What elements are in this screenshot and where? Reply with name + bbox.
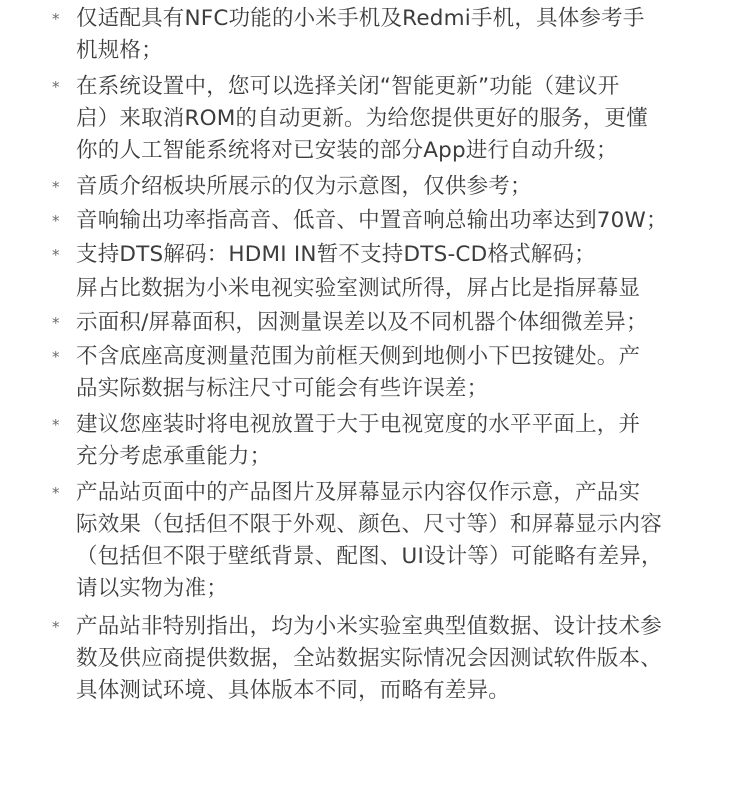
note-line: 示面积/屏幕面积，因测量误差以及不同机器个体细微差异； (76, 310, 648, 335)
note-line: 启）来取消ROM的自动更新。为给您提供更好的服务，更懂 (76, 106, 648, 131)
note-line: 不含底座高度测量范围为前框天侧到地侧小下巴按键处。产 (76, 344, 641, 369)
bullet-marker: * (52, 484, 60, 502)
note-line: 在系统设置中，您可以选择关闭“智能更新”功能（建议开 (76, 74, 620, 99)
note-line: 机规格； (76, 38, 163, 63)
note-line: 际效果（包括但不限于外观、颜色、尺寸等）和屏幕显示内容 (76, 512, 662, 537)
note-line: 充分考虑承重能力； (76, 444, 272, 469)
bullet-marker: * (52, 78, 60, 96)
note-line: 音响输出功率指高音、低音、中置音响总输出功率达到70W； (76, 208, 668, 233)
bullet-marker: * (52, 348, 60, 366)
note-line: 请以实物为准； (76, 576, 228, 601)
bullet-marker: * (52, 314, 60, 332)
note-line: 屏占比数据为小米电视实验室测试所得，屏占比是指屏幕显 (76, 276, 641, 301)
bullet-marker: * (52, 10, 60, 28)
note-line: （包括但不限于壁纸背景、配图、UI设计等）可能略有差异， (76, 544, 663, 569)
bullet-marker: * (52, 618, 60, 636)
note-line: 品实际数据与标注尺寸可能会有些许误差； (76, 376, 489, 401)
bullet-marker: * (52, 178, 60, 196)
note-line: 支持DTS解码：HDMI IN暂不支持DTS-CD格式解码； (76, 242, 596, 267)
bullet-marker: * (52, 416, 60, 434)
note-line: 产品站非特别指出，均为小米实验室典型值数据、设计技术参 (76, 614, 662, 639)
note-line: 音质介绍板块所展示的仅为示意图，仅供参考； (76, 174, 532, 199)
note-line: 仅适配具有NFC功能的小米手机及Redmi手机，具体参考手 (76, 6, 645, 31)
note-line: 数及供应商提供数据，全站数据实际情况会因测试软件版本、 (76, 646, 662, 671)
note-line: 具体测试环境、具体版本不同，而略有差异。 (76, 678, 511, 703)
note-line: 建议您座装时将电视放置于大于电视宽度的水平平面上，并 (76, 412, 641, 437)
bullet-marker: * (52, 212, 60, 230)
note-line: 产品站页面中的产品图片及屏幕显示内容仅作示意，产品实 (76, 480, 641, 505)
bullet-marker: * (52, 246, 60, 264)
note-line: 你的人工智能系统将对已安装的部分App进行自动升级； (76, 138, 618, 163)
